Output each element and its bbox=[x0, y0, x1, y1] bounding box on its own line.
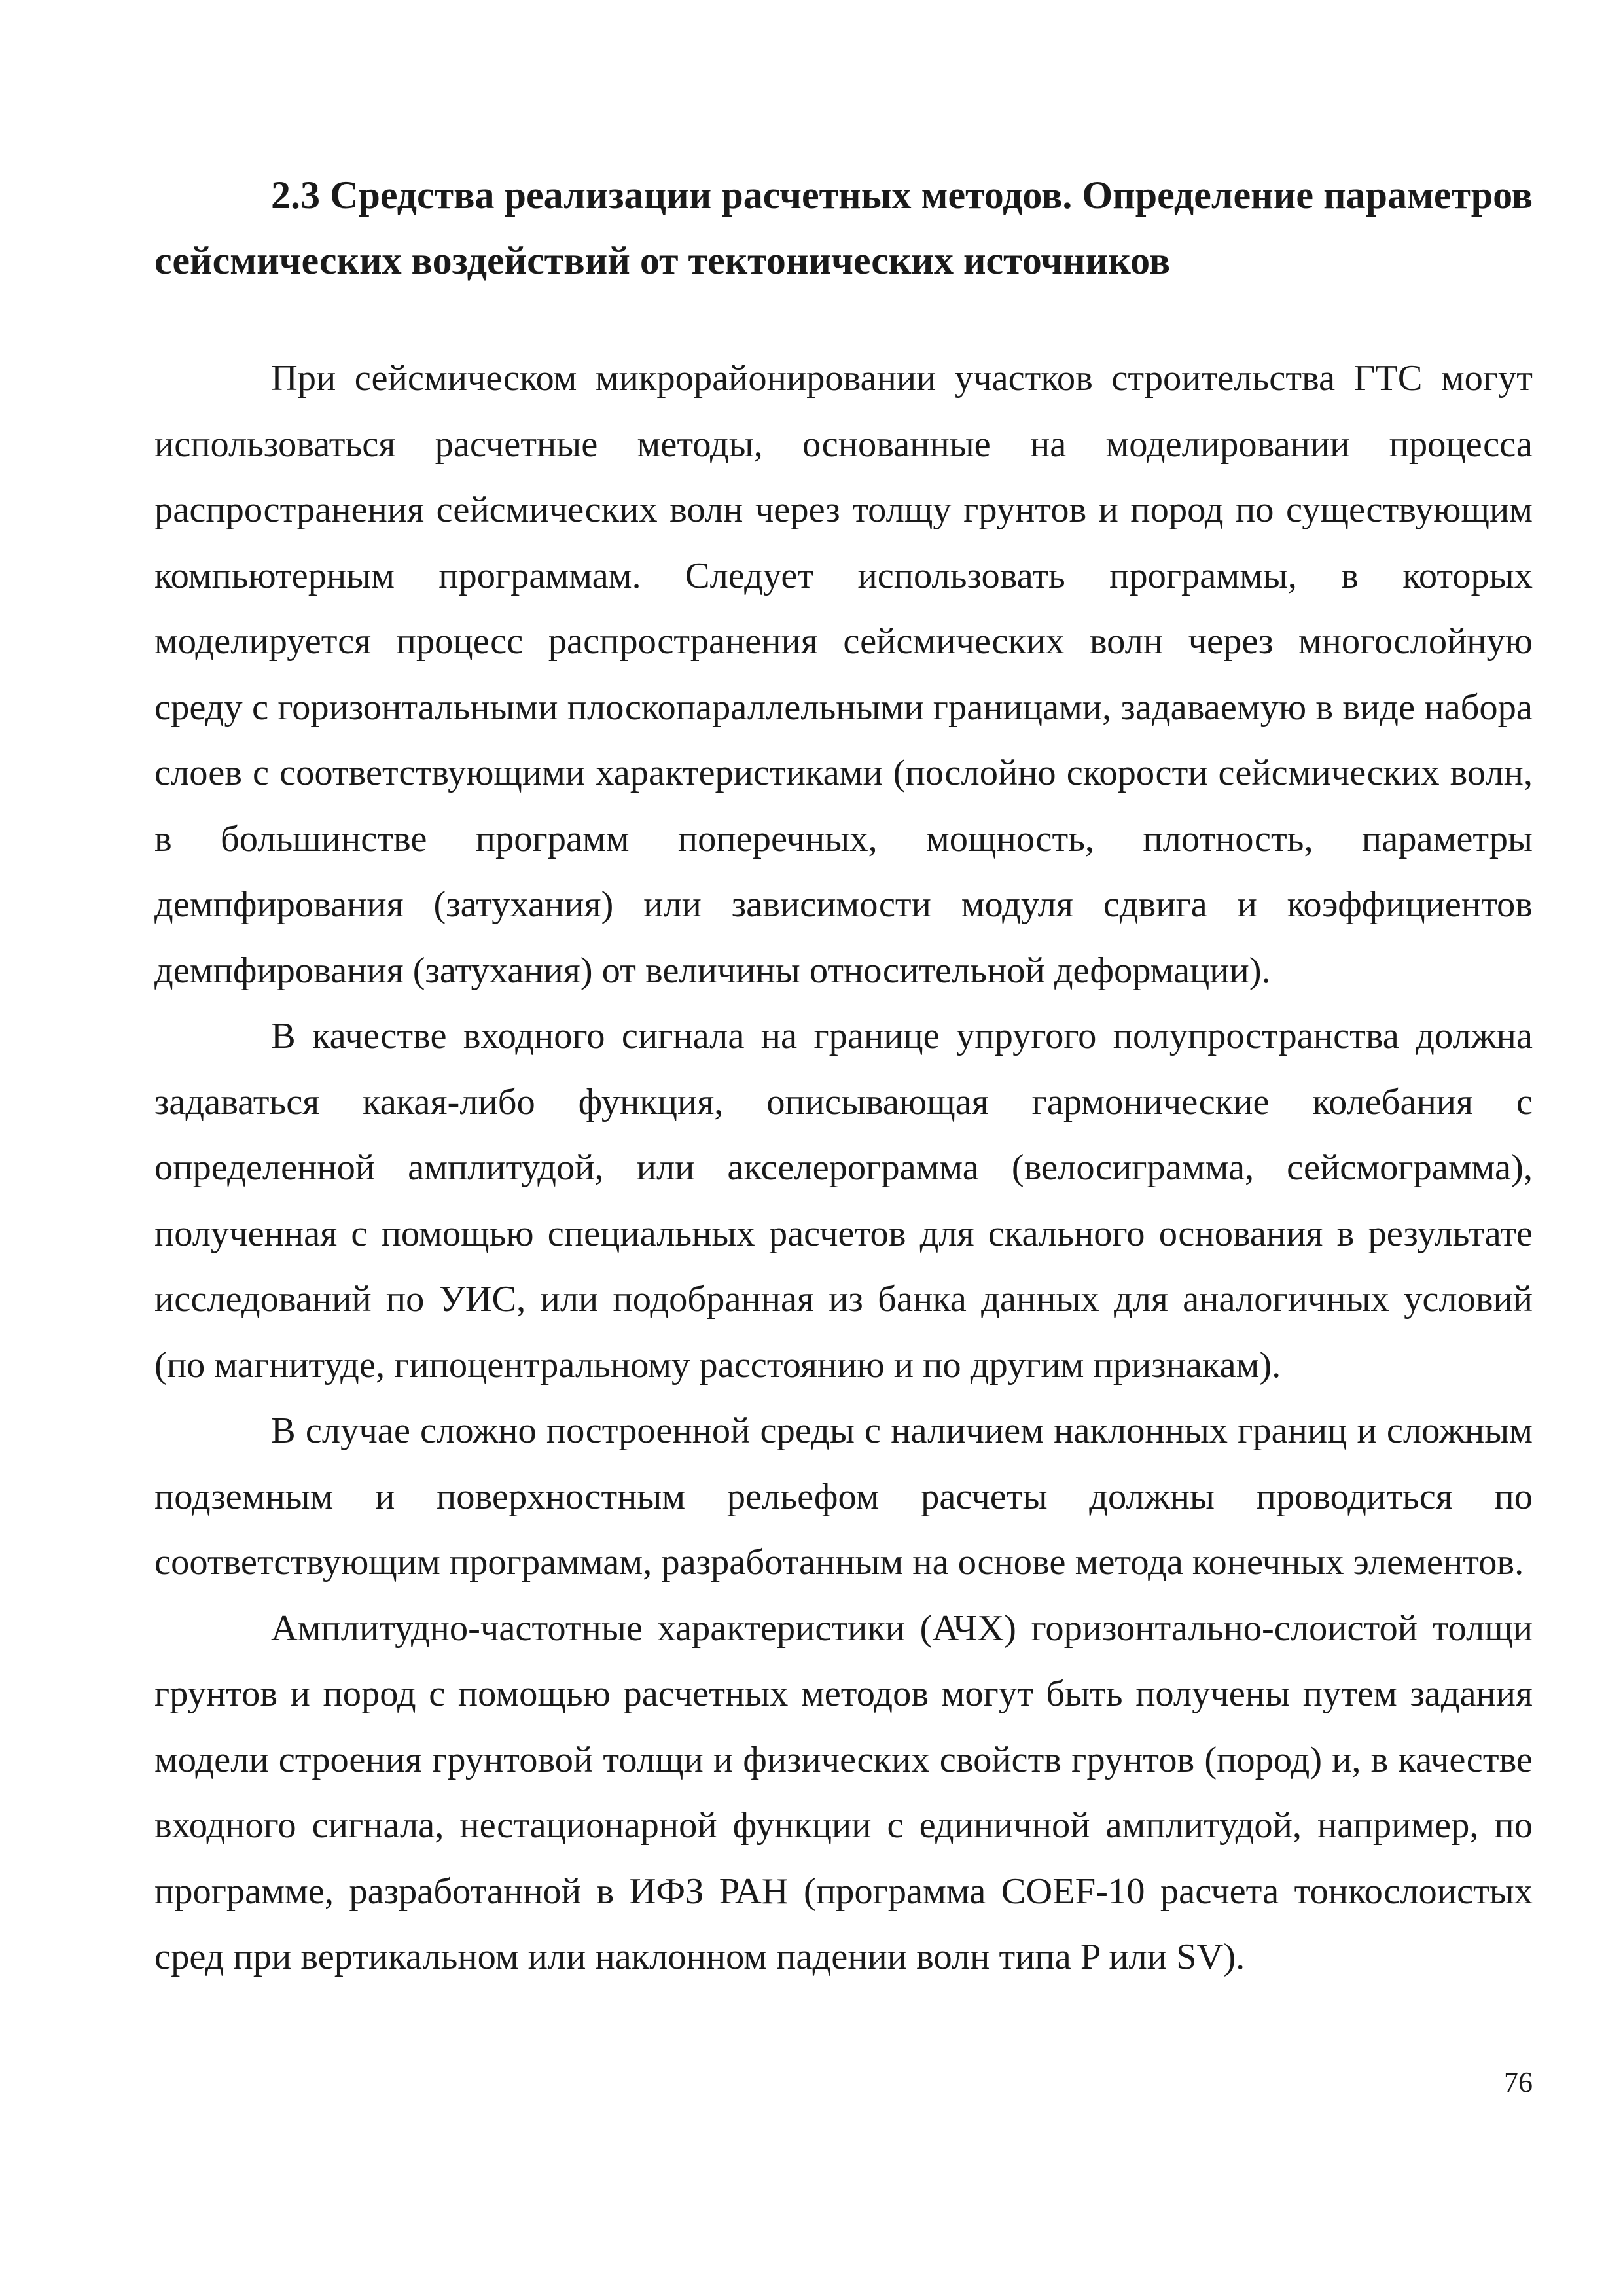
document-page bbox=[154, 162, 1533, 1990]
section-heading: 2.3 Средства реализации расчетных методов. Определение параметров сейсмических воздействий от тектонических источников bbox=[154, 173, 1533, 282]
paragraph-3: В случае сложно построенной среды с наличием наклонных границ и сложным подземным и поверхностным рельефом расчеты должны проводиться по соответствующим программам, разработанным на основе метода конечных элементов. bbox=[154, 1410, 1533, 1583]
page-number: 76 bbox=[1504, 2066, 1533, 2098]
paragraph-4: Амплитудно-частотные характеристики (АЧХ) горизонтально-слоистой толщи грунтов и пород с помощью расчетных методов могут быть получены путем задания модели строения грунтовой толщи и физических свойств грунтов (пород) и, в качестве входного сигнала, нестационарной функции с единичной амплитудой, например, по программе, разработанной в ИФЗ РАН (программа COEF-10 расчета тонкослоистых сред при вертикальном или наклонном падении волн типа P или SV). bbox=[154, 1607, 1533, 1977]
paragraph-1: При сейсмическом микрорайонировании участков строительства ГТС могут использоваться расчетные методы, основанные на моделировании процесса распространения сейсмических волн через толщу грунтов и пород по существующим компьютерным программам. Следует использовать программы, в которых моделируется процесс распространения сейсмических волн через многослойную среду с горизонтальными плоскопараллельными границами, задаваемую в виде набора слоев с соответствующими характеристиками (послойно скорости сейсмических волн, в большинстве программ поперечных, мощность, плотность, параметры демпфирования (затухания) или зависимости модуля сдвига и коэффициентов демпфирования (затухания) от величины относительной деформации). bbox=[154, 358, 1533, 991]
paragraph-2: В качестве входного сигнала на границе упругого полупространства должна задаваться какая-либо функция, описывающая гармонические колебания с определенной амплитудой, или акселерограмма (велосиграмма, сейсмограмма), полученная с помощью специальных расчетов для скального основания в результате исследований по УИС, или подобранная из банка данных для аналогичных условий (по магнитуде, гипоцентральному расстоянию и по другим признакам). bbox=[154, 1016, 1533, 1386]
